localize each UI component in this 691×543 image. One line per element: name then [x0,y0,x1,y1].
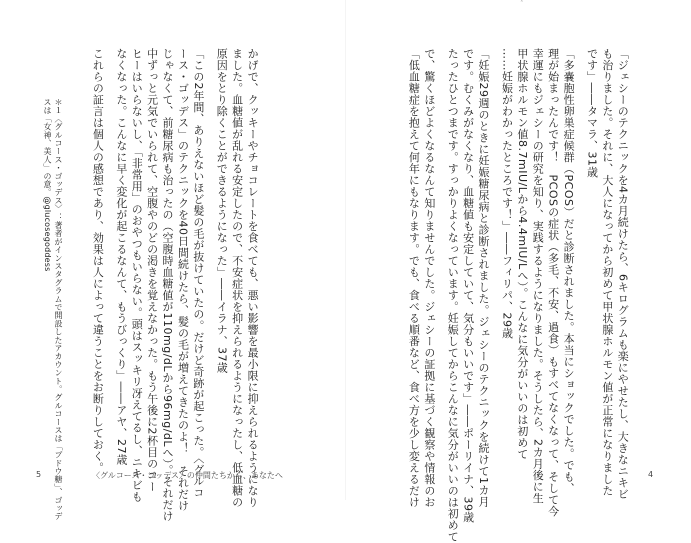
text-line: ヒーはいらないし、「非常用」のおやつもいらない。頭はスッキリ冴えてるし、ニキビも [130,48,144,503]
text-line: 幸運にもジェシーの研究を知り、実践するようになりました。そうしたら、2カ月後に生 [531,48,545,504]
page-number-right: 4 [648,470,654,479]
top-mark: ˆ [520,0,524,8]
page-number-left: 5 [36,470,42,479]
text-line: これらの証言は個人の感想であり、効果は人によって違うことをお断りしておく。 [91,48,105,474]
text-line: 原因をとり除くことができるようになった」――イラナ、37歳 [215,48,229,374]
text-line: で、驚くほどよくなるなんて知りませんでした。ジェシーの証拠に基づく観察や情報のお [422,48,436,508]
text-line: 「ジェシーのテクニックを4カ月続けたら、6キログラムも楽にやせたし、大きなニキビ [616,48,630,500]
running-head: 〈グルコース・ゴッデス〉の仲間たちから、あなたへ [92,471,283,480]
text-line: じゃなくて、前糖尿病も治ったの（空腹時血糖値が110mg/dLから96mg/dLへ）。それだけ [161,48,175,523]
text-line: 中ずっと元気でいられて、空腹やのどの渇きを覚えなかった。もう午後に2杯目のコー [145,48,159,493]
text-line: ……妊娠がわかったところです！」――フィリパ、29歳 [500,48,514,339]
text-line: 「低血糖症を抱えて何年にもなります。でも、食べる順番など、食べ方を少し変えるだけ [407,48,421,508]
text-line: です。むくみがなくなり、血糖値も安定していて、気分もいいです」――ポーリイナ、39歳 [461,48,475,523]
text-line: 「妊娠29週のときに妊娠糖尿病と診断されました。ジェシーのテクニックを続けて1カ月 [477,48,491,508]
text-line: 「多嚢胞性卵巣症候群（PCOS）だと診断されました。本当にショックでした。でも、 [562,48,576,494]
right-page [346,0,691,543]
text-line: かげで、クッキーやチョコレートを食べても、悪い影響を最小限に抑えられるようになり [246,48,260,508]
text-line: ース・ゴッデス」のテクニックを40日間続けたら、髪の毛が増えてきたのよ！ それだけ [176,48,190,512]
body-text-left [90,48,260,522]
text-line: 「この2年間、ありえないほど髪の毛が抜けていたの。だけど奇跡が起こった。〈グルコ [191,48,205,499]
footnote-line: ＊１〈グルコース・ゴッデス〉：著者がインスタグラムで開設したアカウント。グルコースは「ブドウ糖」、ゴッデ [54,98,63,521]
left-page [0,0,345,523]
text-line: も治りました。それに、大人になってから初めて甲状腺ホルモン値が正常になりました [600,48,614,497]
text-line: です」――タマラ、31歳 [585,48,599,178]
text-line: なくなった。こんなに早く変化が起こるなんて、もうびっくり」――アヤ、27歳 [114,48,128,466]
footnote [42,98,64,520]
footnote-line: スは「女神、美人」の意。@glucosegoddess [43,98,52,272]
text-line: 甲状腺ホルモン値8.7mIU/Lから4.4mIU/Lへ）。こんなに気分がいいのは初めて [515,48,529,460]
text-line: ました。血糖値が乱れる安定したので、不安症状を抑えられるようになったし、低血糖の [230,48,244,508]
body-text-right [406,48,630,543]
text-line: 理が始まったんです！ PCOSの症状（多毛、不安、過食）もすべてなくなって、そして今 [546,48,560,517]
text-line: たったひとつまです。すっかりよくなっています。妊娠してからこんなに気分がいいのは初めて [446,48,460,543]
